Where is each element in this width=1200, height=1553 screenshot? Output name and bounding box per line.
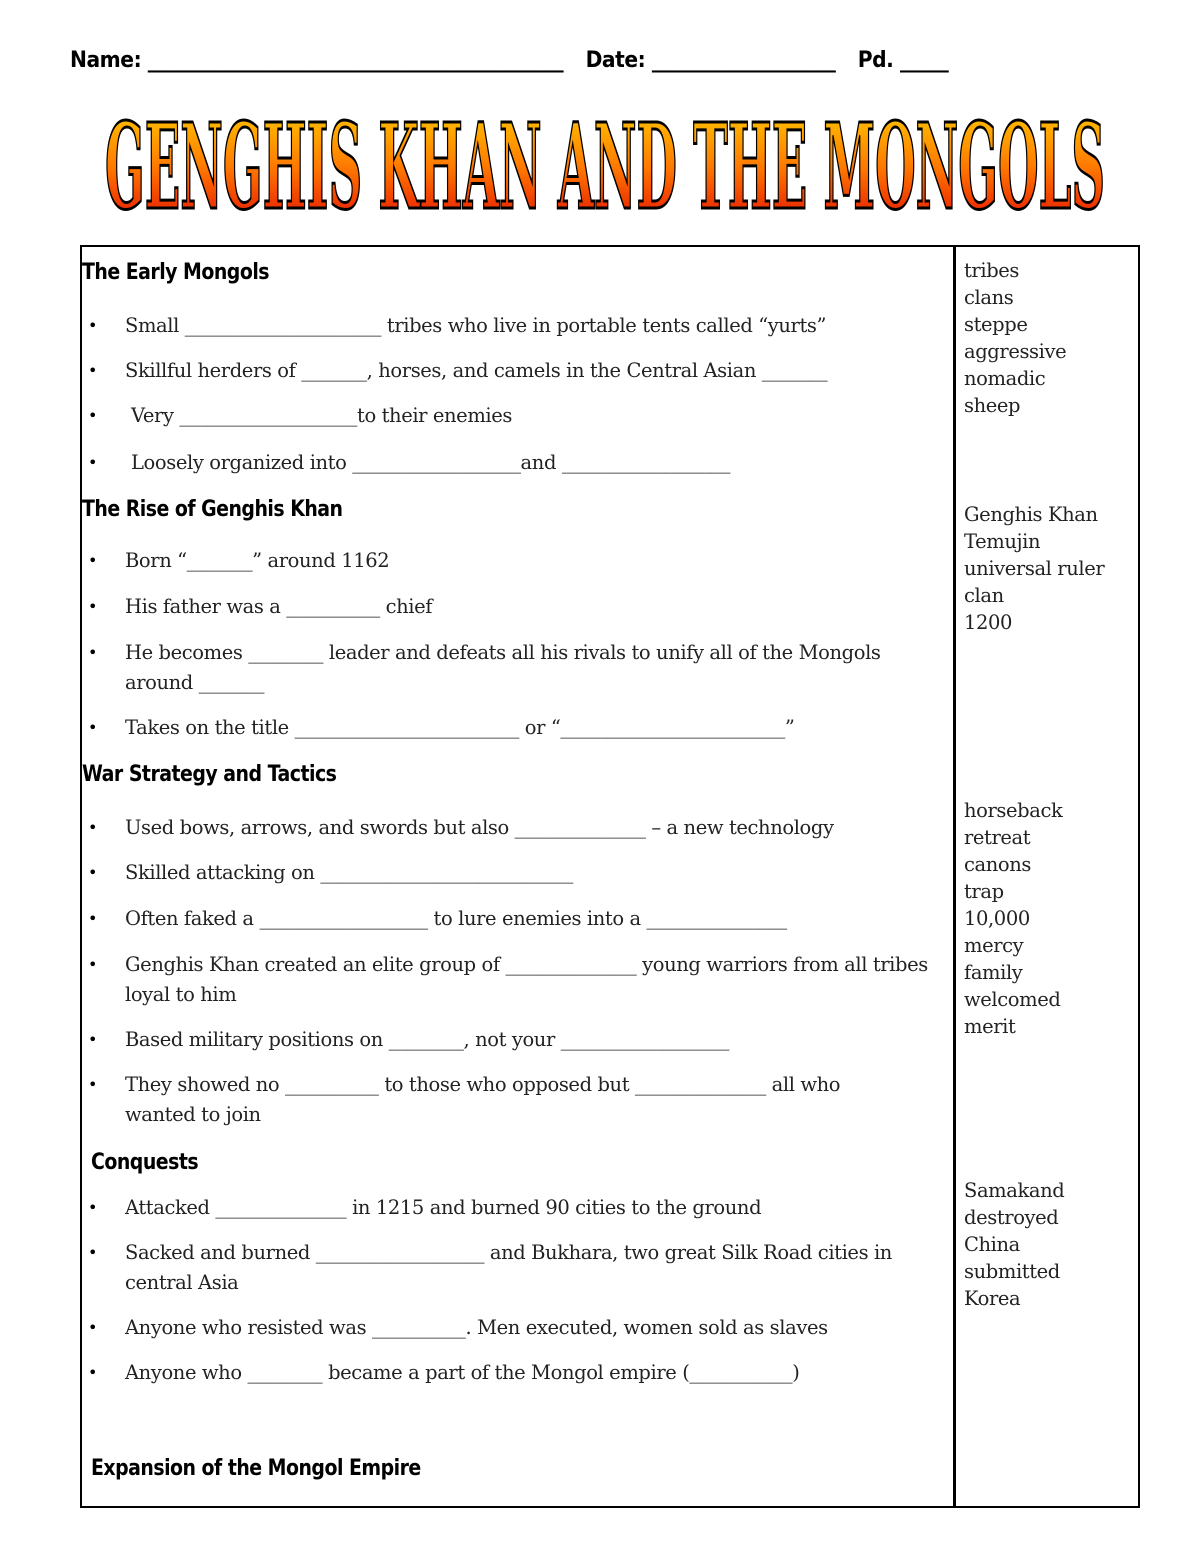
bullet-icon: • xyxy=(88,316,98,335)
word-bank-item: universal ruler xyxy=(964,557,1105,580)
list-item: • Used bows, arrows, and swords but also ______________ – a new technology xyxy=(88,813,948,843)
bullet-icon: • xyxy=(88,1243,98,1262)
word-bank-item: aggressive xyxy=(964,340,1067,363)
bullet-icon: • xyxy=(88,361,98,380)
word-bank-divider xyxy=(953,245,956,1508)
word-bank-conquests xyxy=(964,1177,1134,1312)
student-info-line xyxy=(70,48,1045,73)
word-bank-item: Genghis Khan xyxy=(964,503,1098,526)
date-field-label[interactable]: Date: ___________________ xyxy=(585,48,836,73)
word-bank-item: merit xyxy=(964,1015,1016,1038)
list-item: • Born “_______” around 1162 xyxy=(88,546,948,576)
word-bank-item: mercy xyxy=(964,934,1024,957)
word-bank-item: canons xyxy=(964,853,1032,876)
bullet-icon: • xyxy=(88,643,98,662)
list-item: • Based military positions on ________, not your __________________ xyxy=(88,1025,948,1055)
page-title-banner xyxy=(100,108,1110,226)
word-bank-item: family xyxy=(964,961,1023,984)
list-item: • Anyone who ________ became a part of the Mongol empire (___________) xyxy=(88,1358,948,1388)
list-item: • Anyone who resisted was __________. Men executed, women sold as slaves xyxy=(88,1313,948,1343)
bullet-icon: • xyxy=(88,718,98,737)
list-item: • Skilled attacking on ___________________________ xyxy=(88,858,948,888)
section-heading-rise-of-genghis-khan: The Rise of Genghis Khan xyxy=(82,497,343,522)
word-bank-item: Samakand xyxy=(964,1179,1065,1202)
list-item: • Genghis Khan created an elite group of ______________ young warriors from all tribes loyal to him xyxy=(88,950,948,1010)
bullet-icon: • xyxy=(88,955,98,974)
word-bank-item: welcomed xyxy=(964,988,1061,1011)
word-bank-item: horseback xyxy=(964,799,1063,822)
bullet-icon: • xyxy=(88,1318,98,1337)
word-bank-item: clans xyxy=(964,286,1014,309)
word-bank-war-strategy xyxy=(964,797,1134,1040)
list-item: • They showed no __________ to those who opposed but ______________ all who wanted to join xyxy=(88,1070,948,1130)
word-bank-item: clan xyxy=(964,584,1004,607)
section-heading-conquests: Conquests xyxy=(91,1150,199,1175)
section-heading-expansion: Expansion of the Mongol Empire xyxy=(91,1456,421,1481)
word-bank-item: trap xyxy=(964,880,1004,903)
bullet-icon: • xyxy=(88,453,98,472)
bullet-icon: • xyxy=(88,406,98,425)
page-title xyxy=(100,108,1110,226)
word-bank-item: Korea xyxy=(964,1287,1021,1310)
list-item: • Attacked ______________ in 1215 and burned 90 cities to the ground xyxy=(88,1193,948,1223)
bullet-icon: • xyxy=(88,1363,98,1382)
word-bank-item: nomadic xyxy=(964,367,1046,390)
list-item: • Takes on the title ________________________ or “________________________” xyxy=(88,713,948,743)
word-bank-item: steppe xyxy=(964,313,1028,336)
word-bank-item: submitted xyxy=(964,1260,1060,1283)
word-bank-item: Temujin xyxy=(964,530,1041,553)
period-field-label[interactable]: Pd. _____ xyxy=(857,48,949,73)
word-bank-rise-of-genghis-khan xyxy=(964,501,1134,636)
list-item: • Loosely organized into __________________and __________________ xyxy=(88,448,948,478)
word-bank-item: sheep xyxy=(964,394,1021,417)
bullet-icon: • xyxy=(88,597,98,616)
list-item: • He becomes ________ leader and defeats all his rivals to unify all of the Mongols around _______ xyxy=(88,638,948,698)
section-heading-war-strategy: War Strategy and Tactics xyxy=(82,762,337,787)
word-bank-item: tribes xyxy=(964,259,1020,282)
word-bank-early-mongols xyxy=(964,257,1134,419)
list-item: • Often faked a __________________ to lure enemies into a _______________ xyxy=(88,904,948,934)
word-bank-item: retreat xyxy=(964,826,1031,849)
bullet-icon: • xyxy=(88,551,98,570)
word-bank-item: 10,000 xyxy=(964,907,1030,930)
title-text: GENGHIS KHAN AND THE MONGOLS xyxy=(105,108,1105,226)
bullet-icon: • xyxy=(88,909,98,928)
name-field-label[interactable]: Name: ___________________________________________ xyxy=(70,48,564,73)
word-bank-item: 1200 xyxy=(964,611,1013,634)
bullet-icon: • xyxy=(88,1030,98,1049)
list-item: • Very ___________________to their enemies xyxy=(88,401,948,431)
list-item: • Sacked and burned __________________ and Bukhara, two great Silk Road cities in central Asia xyxy=(88,1238,948,1298)
bullet-icon: • xyxy=(88,818,98,837)
list-item: • Skillful herders of _______, horses, and camels in the Central Asian _______ xyxy=(88,356,948,386)
list-item: • Small _____________________ tribes who live in portable tents called “yurts” xyxy=(88,311,948,341)
word-bank-item: China xyxy=(964,1233,1020,1256)
bullet-icon: • xyxy=(88,1198,98,1217)
bullet-icon: • xyxy=(88,863,98,882)
word-bank-item: destroyed xyxy=(964,1206,1059,1229)
bullet-icon: • xyxy=(88,1075,98,1094)
section-heading-early-mongols: The Early Mongols xyxy=(82,260,270,285)
list-item: • His father was a __________ chief xyxy=(88,592,948,622)
